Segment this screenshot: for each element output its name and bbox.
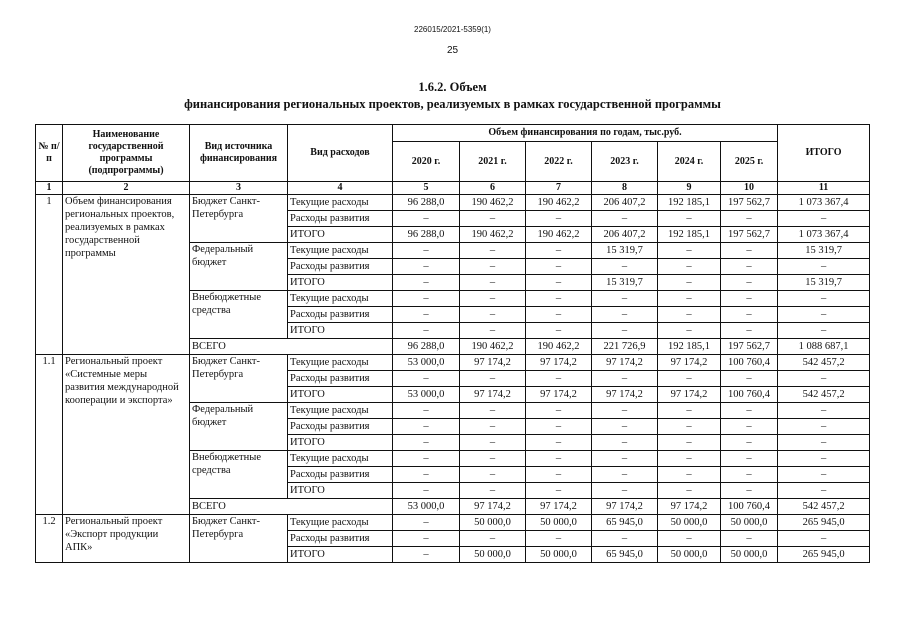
amount-cell: – — [460, 435, 526, 451]
amount-cell: – — [658, 419, 721, 435]
expense-type: Текущие расходы — [288, 403, 393, 419]
amount-cell: – — [460, 371, 526, 387]
expense-type: ИТОГО — [288, 323, 393, 339]
amount-cell: – — [592, 531, 658, 547]
amount-cell: – — [526, 275, 592, 291]
amount-cell: – — [721, 483, 778, 499]
funding-source: Бюджет Санкт-Петербурга — [190, 355, 288, 403]
amount-cell: – — [592, 307, 658, 323]
row-number: 1 — [36, 195, 63, 355]
amount-cell: – — [393, 211, 460, 227]
amount-cell: – — [592, 435, 658, 451]
document-code: 226015/2021-5359(1) — [414, 25, 491, 34]
amount-cell: – — [393, 531, 460, 547]
amount-cell: – — [393, 243, 460, 259]
amount-cell: – — [460, 259, 526, 275]
amount-cell: – — [721, 371, 778, 387]
amount-cell: – — [526, 403, 592, 419]
amount-cell: – — [393, 275, 460, 291]
expense-type: Текущие расходы — [288, 291, 393, 307]
amount-cell: – — [526, 435, 592, 451]
amount-cell: 190 462,2 — [526, 227, 592, 243]
amount-cell: – — [592, 259, 658, 275]
column-index: 11 — [778, 182, 870, 195]
table-row — [36, 355, 870, 371]
expense-type: ИТОГО — [288, 435, 393, 451]
amount-cell: 15 319,7 — [592, 275, 658, 291]
table-row — [36, 515, 870, 531]
amount-cell: – — [460, 531, 526, 547]
expense-type: Расходы развития — [288, 419, 393, 435]
column-index: 1 — [36, 182, 63, 195]
total-amount-cell: 96 288,0 — [393, 339, 460, 355]
total-amount-cell: 190 462,2 — [526, 339, 592, 355]
amount-cell: – — [658, 483, 721, 499]
column-index: 8 — [592, 182, 658, 195]
header-source: Вид источника финансирования — [190, 125, 288, 182]
amount-cell: – — [393, 483, 460, 499]
amount-cell: – — [592, 419, 658, 435]
amount-cell: 192 185,1 — [658, 195, 721, 211]
header-year: 2020 г. — [393, 142, 460, 182]
section-subtitle: финансирования региональных проектов, реализуемых в рамках государственной программы — [184, 97, 721, 111]
amount-cell: – — [460, 211, 526, 227]
amount-cell: 100 760,4 — [721, 387, 778, 403]
amount-cell: 50 000,0 — [460, 515, 526, 531]
total-amount-cell: 190 462,2 — [460, 339, 526, 355]
total-amount-cell: 53 000,0 — [393, 499, 460, 515]
amount-cell: 197 562,7 — [721, 227, 778, 243]
amount-cell: – — [592, 451, 658, 467]
amount-cell: – — [526, 419, 592, 435]
amount-cell: 50 000,0 — [526, 515, 592, 531]
expense-type: ИТОГО — [288, 227, 393, 243]
amount-cell: – — [778, 451, 870, 467]
amount-cell: – — [658, 403, 721, 419]
amount-cell: – — [393, 515, 460, 531]
total-amount-cell: 97 174,2 — [526, 499, 592, 515]
page-number: 25 — [446, 45, 459, 56]
program-name: Объем финансирования региональных проектов, реализуемых в рамках государственной программы — [63, 195, 190, 355]
amount-cell: – — [592, 211, 658, 227]
amount-cell: 97 174,2 — [658, 355, 721, 371]
amount-cell: – — [393, 547, 460, 563]
amount-cell: – — [778, 531, 870, 547]
total-amount-cell: 100 760,4 — [721, 499, 778, 515]
amount-cell: – — [592, 291, 658, 307]
amount-cell: – — [778, 211, 870, 227]
amount-cell: 206 407,2 — [592, 195, 658, 211]
amount-cell: 542 457,2 — [778, 355, 870, 371]
amount-cell: – — [592, 403, 658, 419]
amount-cell: 97 174,2 — [658, 387, 721, 403]
column-index: 3 — [190, 182, 288, 195]
amount-cell: – — [526, 259, 592, 275]
amount-cell: 1 073 367,4 — [778, 227, 870, 243]
amount-cell: – — [778, 419, 870, 435]
header-years-group: Объем финансирования по годам, тыс.руб. — [393, 125, 778, 142]
amount-cell: 100 760,4 — [721, 355, 778, 371]
amount-cell: – — [592, 371, 658, 387]
total-amount-cell: 197 562,7 — [721, 339, 778, 355]
expense-type: Расходы развития — [288, 259, 393, 275]
header-year: 2022 г. — [526, 142, 592, 182]
amount-cell: – — [658, 307, 721, 323]
amount-cell: – — [460, 403, 526, 419]
amount-cell: – — [393, 307, 460, 323]
amount-cell: – — [592, 483, 658, 499]
total-amount-cell: 97 174,2 — [460, 499, 526, 515]
amount-cell: 97 174,2 — [592, 355, 658, 371]
amount-cell: – — [778, 291, 870, 307]
amount-cell: – — [658, 467, 721, 483]
amount-cell: 265 945,0 — [778, 547, 870, 563]
expense-type: Текущие расходы — [288, 243, 393, 259]
amount-cell: – — [460, 451, 526, 467]
amount-cell: – — [658, 323, 721, 339]
amount-cell: – — [721, 243, 778, 259]
amount-cell: – — [658, 211, 721, 227]
header-name: Наименование государственной программы (подпрограммы) — [63, 125, 190, 182]
amount-cell: – — [526, 291, 592, 307]
amount-cell: – — [721, 419, 778, 435]
amount-cell: – — [721, 307, 778, 323]
amount-cell: 50 000,0 — [460, 547, 526, 563]
expense-type: ИТОГО — [288, 275, 393, 291]
amount-cell: – — [778, 307, 870, 323]
amount-cell: – — [721, 211, 778, 227]
total-amount-cell: 221 726,9 — [592, 339, 658, 355]
amount-cell: 65 945,0 — [592, 547, 658, 563]
amount-cell: – — [778, 259, 870, 275]
amount-cell: – — [460, 323, 526, 339]
amount-cell: – — [393, 467, 460, 483]
amount-cell: 50 000,0 — [721, 547, 778, 563]
financing-table — [35, 124, 870, 563]
row-number: 1.1 — [36, 355, 63, 515]
amount-cell: 97 174,2 — [526, 387, 592, 403]
section-title: 1.6.2. Объем — [418, 80, 487, 94]
expense-type: Текущие расходы — [288, 355, 393, 371]
amount-cell: – — [526, 307, 592, 323]
amount-cell: – — [460, 307, 526, 323]
amount-cell: – — [721, 323, 778, 339]
amount-cell: – — [658, 291, 721, 307]
funding-source: Федеральный бюджет — [190, 243, 288, 291]
total-amount-cell: 97 174,2 — [658, 499, 721, 515]
funding-source: Бюджет Санкт-Петербурга — [190, 195, 288, 243]
amount-cell: – — [658, 531, 721, 547]
amount-cell: 97 174,2 — [592, 387, 658, 403]
amount-cell: – — [778, 483, 870, 499]
amount-cell: – — [658, 243, 721, 259]
expense-type: Расходы развития — [288, 211, 393, 227]
amount-cell: 50 000,0 — [658, 515, 721, 531]
amount-cell: 97 174,2 — [460, 355, 526, 371]
header-year: 2021 г. — [460, 142, 526, 182]
expense-type: Расходы развития — [288, 307, 393, 323]
amount-cell: – — [592, 467, 658, 483]
amount-cell: 1 073 367,4 — [778, 195, 870, 211]
amount-cell: 97 174,2 — [526, 355, 592, 371]
amount-cell: – — [393, 419, 460, 435]
amount-cell: – — [460, 243, 526, 259]
expense-type: ИТОГО — [288, 547, 393, 563]
row-number: 1.2 — [36, 515, 63, 563]
amount-cell: 542 457,2 — [778, 387, 870, 403]
amount-cell: – — [393, 371, 460, 387]
expense-type: Текущие расходы — [288, 515, 393, 531]
column-index: 6 — [460, 182, 526, 195]
amount-cell: – — [526, 243, 592, 259]
amount-cell: – — [526, 467, 592, 483]
amount-cell: – — [526, 483, 592, 499]
column-index: 4 — [288, 182, 393, 195]
amount-cell: – — [721, 451, 778, 467]
amount-cell: – — [721, 435, 778, 451]
expense-type: Текущие расходы — [288, 451, 393, 467]
amount-cell: 15 319,7 — [778, 275, 870, 291]
amount-cell: – — [526, 451, 592, 467]
amount-cell: – — [393, 291, 460, 307]
amount-cell: – — [460, 483, 526, 499]
amount-cell: – — [658, 275, 721, 291]
amount-cell: – — [460, 467, 526, 483]
amount-cell: – — [393, 435, 460, 451]
total-amount-cell: 1 088 687,1 — [778, 339, 870, 355]
amount-cell: 50 000,0 — [721, 515, 778, 531]
total-amount-cell: 192 185,1 — [658, 339, 721, 355]
amount-cell: 50 000,0 — [658, 547, 721, 563]
amount-cell: 197 562,7 — [721, 195, 778, 211]
column-index: 9 — [658, 182, 721, 195]
amount-cell: – — [778, 403, 870, 419]
column-index: 7 — [526, 182, 592, 195]
amount-cell: – — [658, 371, 721, 387]
amount-cell: 53 000,0 — [393, 355, 460, 371]
amount-cell: 190 462,2 — [460, 195, 526, 211]
amount-cell: 96 288,0 — [393, 227, 460, 243]
amount-cell: – — [526, 371, 592, 387]
amount-cell: 96 288,0 — [393, 195, 460, 211]
amount-cell: 15 319,7 — [778, 243, 870, 259]
amount-cell: – — [778, 323, 870, 339]
program-name: Региональный проект «Экспорт продукции АПК» — [63, 515, 190, 563]
amount-cell: 190 462,2 — [460, 227, 526, 243]
amount-cell: – — [460, 291, 526, 307]
amount-cell: – — [658, 435, 721, 451]
amount-cell: – — [721, 291, 778, 307]
amount-cell: 50 000,0 — [526, 547, 592, 563]
total-amount-cell: 542 457,2 — [778, 499, 870, 515]
amount-cell: – — [658, 451, 721, 467]
header-no: № п/п — [36, 125, 63, 182]
amount-cell: – — [460, 419, 526, 435]
total-amount-cell: 97 174,2 — [592, 499, 658, 515]
column-index: 10 — [721, 182, 778, 195]
expense-type: Расходы развития — [288, 371, 393, 387]
funding-source: Внебюджетные средства — [190, 291, 288, 339]
funding-source: Бюджет Санкт-Петербурга — [190, 515, 288, 563]
header-year: 2025 г. — [721, 142, 778, 182]
funding-source: Федеральный бюджет — [190, 403, 288, 451]
expense-type: Расходы развития — [288, 467, 393, 483]
amount-cell: – — [778, 371, 870, 387]
amount-cell: – — [721, 275, 778, 291]
amount-cell: 206 407,2 — [592, 227, 658, 243]
expense-type: Текущие расходы — [288, 195, 393, 211]
amount-cell: 53 000,0 — [393, 387, 460, 403]
amount-cell: – — [393, 403, 460, 419]
amount-cell: – — [721, 531, 778, 547]
amount-cell: – — [592, 323, 658, 339]
amount-cell: – — [721, 467, 778, 483]
total-label: ВСЕГО — [190, 499, 393, 515]
header-total: ИТОГО — [778, 125, 870, 182]
amount-cell: – — [526, 531, 592, 547]
amount-cell: 265 945,0 — [778, 515, 870, 531]
amount-cell: – — [658, 259, 721, 275]
total-label: ВСЕГО — [190, 339, 393, 355]
amount-cell: – — [393, 323, 460, 339]
amount-cell: – — [526, 323, 592, 339]
amount-cell: 15 319,7 — [592, 243, 658, 259]
column-index-row — [36, 182, 870, 195]
amount-cell: – — [460, 275, 526, 291]
amount-cell: – — [778, 467, 870, 483]
amount-cell: – — [778, 435, 870, 451]
amount-cell: – — [721, 403, 778, 419]
expense-type: ИТОГО — [288, 387, 393, 403]
header-year: 2023 г. — [592, 142, 658, 182]
program-name: Региональный проект «Системные меры развития международной кооперации и экспорта» — [63, 355, 190, 515]
column-index: 5 — [393, 182, 460, 195]
amount-cell: 190 462,2 — [526, 195, 592, 211]
amount-cell: 192 185,1 — [658, 227, 721, 243]
header-year: 2024 г. — [658, 142, 721, 182]
expense-type: Расходы развития — [288, 531, 393, 547]
funding-source: Внебюджетные средства — [190, 451, 288, 499]
expense-type: ИТОГО — [288, 483, 393, 499]
amount-cell: 97 174,2 — [460, 387, 526, 403]
amount-cell: – — [721, 259, 778, 275]
amount-cell: – — [393, 451, 460, 467]
amount-cell: – — [393, 259, 460, 275]
amount-cell: – — [526, 211, 592, 227]
amount-cell: 65 945,0 — [592, 515, 658, 531]
header-expense-type: Вид расходов — [288, 125, 393, 182]
column-index: 2 — [63, 182, 190, 195]
table-row — [36, 195, 870, 211]
